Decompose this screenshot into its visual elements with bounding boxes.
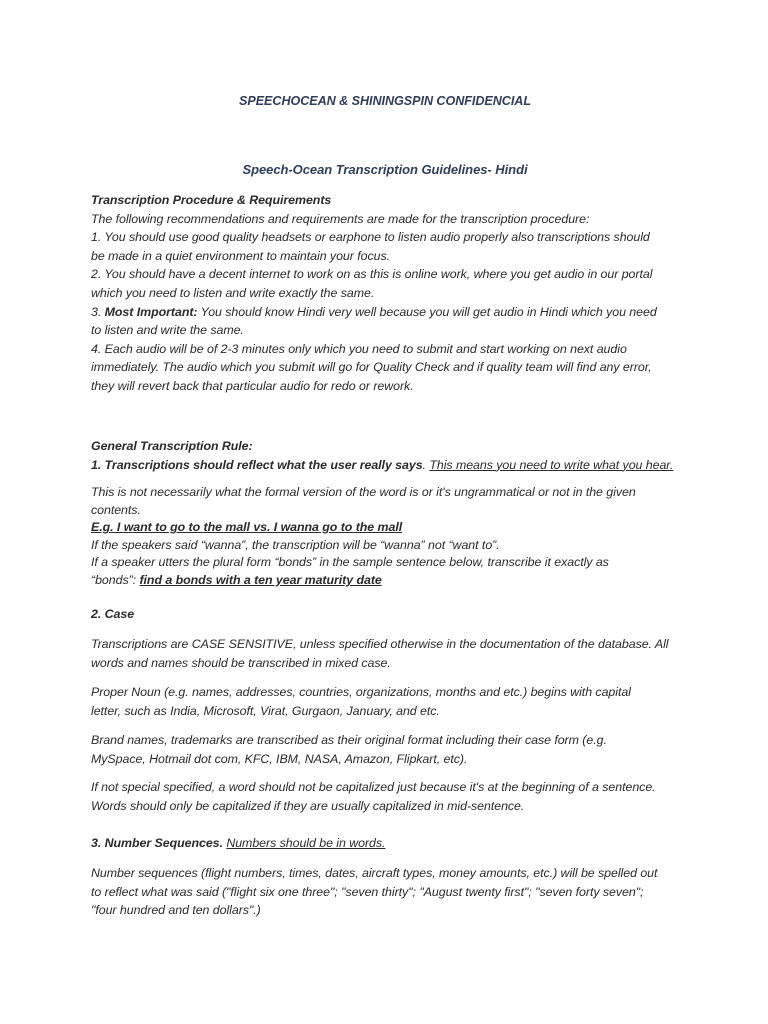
numbers-p1-line-3: "four hundred and ten dollars".): [91, 903, 261, 918]
rule-1-wanna-line: If the speakers said “wanna”, the transcription will be “wanna” not “want to”.: [91, 537, 500, 552]
procedure-heading: Transcription Procedure & Requirements: [91, 193, 332, 207]
numbers-heading-bold: 3. Number Sequences.: [91, 836, 223, 850]
document-title: Speech-Ocean Transcription Guidelines- Hindi: [242, 162, 528, 177]
procedure-item-4-line-1: 4. Each audio will be of 2-3 minutes only which you need to submit and start working on next audio: [91, 341, 627, 356]
procedure-item-3-text: You should know Hindi very well because you will get audio in Hindi which you need: [197, 304, 657, 319]
case-p2-line-1: Proper Noun (e.g. names, addresses, countries, organizations, months and etc.) begins with capital: [91, 685, 631, 699]
procedure-item-4-line-2: immediately. The audio which you submit will go for Quality Check and if quality team will find any error,: [91, 360, 652, 375]
procedure-item-1-line-1: 1. You should use good quality headsets or earphone to listen audio properly also transcriptions should: [91, 230, 650, 245]
rule-1-underline: This means you need to write what you hear.: [429, 457, 674, 472]
case-p1-line-1: Transcriptions are CASE SENSITIVE, unless specified otherwise in the documentation of the database. All: [91, 637, 669, 651]
numbers-p1-line-1: Number sequences (flight numbers, times, dates, aircraft types, money amounts, etc.) will be spelled out: [91, 866, 658, 880]
numbers-paragraph: [91, 864, 681, 920]
rule-1-bonds-line-2: [91, 572, 681, 590]
case-p1-line-2: words and names should be transcribed in mixed case.: [91, 655, 391, 670]
case-paragraph-2: [91, 683, 681, 720]
bonds-example: find a bonds with a ten year maturity date: [139, 572, 382, 587]
procedure-item-3-line-1: [91, 303, 681, 322]
general-rule-section: [91, 437, 681, 474]
procedure-item-4-line-3: they will revert back that particular audio for redo or rework.: [91, 378, 414, 393]
confidential-header: SPEECHOCEAN & SHININGSPIN CONFIDENCIAL: [239, 94, 531, 108]
procedure-intro: The following recommendations and requirements are made for the transcription procedure:: [91, 211, 590, 226]
case-paragraph-3: [91, 731, 681, 768]
procedure-item-2-line-1: 2. You should have a decent internet to work on as this is online work, where you get audio in our portal: [91, 267, 653, 282]
procedure-item-3-number: 3.: [91, 304, 105, 319]
rule-1-para-line-1: This is not necessarily what the formal version of the word is or it's ungrammatical or not in the given: [91, 485, 636, 499]
case-paragraph-1: [91, 635, 681, 672]
case-heading: 2. Case: [91, 607, 135, 621]
procedure-section: [91, 191, 681, 396]
case-paragraph-4: [91, 778, 681, 815]
rule-1-bonds-line-1: If a speaker utters the plural form “bonds” in the sample sentence below, transcribe it exactly as: [91, 555, 609, 570]
general-rule-details: [91, 484, 681, 590]
case-p2-line-2: letter, such as India, Microsoft, Virat, Gurgaon, January, and etc.: [91, 703, 440, 718]
numbers-heading: [91, 834, 681, 853]
case-p3-line-1: Brand names, trademarks are transcribed as their original format including their case form (e.g.: [91, 733, 607, 747]
procedure-item-1-line-2: be made in a quiet environment to maintain your focus.: [91, 248, 390, 263]
rule-1-para-line-2: contents.: [91, 502, 141, 517]
case-p4-line-2: Words should only be capitalized if they are usually capitalized in mid-sentence.: [91, 798, 525, 813]
bonds-prefix: “bonds”:: [91, 572, 140, 587]
procedure-item-3-bold: Most Important:: [104, 304, 198, 319]
rule-1-example: E.g. I want to go to the mall vs. I wanna go to the mall: [91, 520, 403, 535]
rule-1-bold: 1. Transcriptions should reflect what the user really says: [91, 457, 423, 472]
case-p4-line-1: If not special specified, a word should not be capitalized just because it's at the beginning of a sentence.: [91, 780, 656, 794]
general-rule-heading: General Transcription Rule:: [91, 439, 253, 453]
case-p3-line-2: MySpace, Hotmail dot com, KFC, IBM, NASA, Amazon, Flipkart, etc).: [91, 751, 468, 766]
case-heading-block: [91, 605, 681, 624]
numbers-heading-block: [91, 834, 681, 853]
rule-1-period: .: [422, 457, 430, 472]
numbers-p1-line-2: to reflect what was said ("flight six one three"; "seven thirty"; "August twenty first"; "seven forty seven";: [91, 884, 644, 899]
procedure-item-2-line-2: which you need to listen and write exactly the same.: [91, 285, 375, 300]
rule-1-line: [91, 456, 681, 475]
procedure-item-3-line-2: to listen and write the same.: [91, 323, 244, 338]
numbers-heading-underline: Numbers should be in words.: [226, 836, 386, 850]
